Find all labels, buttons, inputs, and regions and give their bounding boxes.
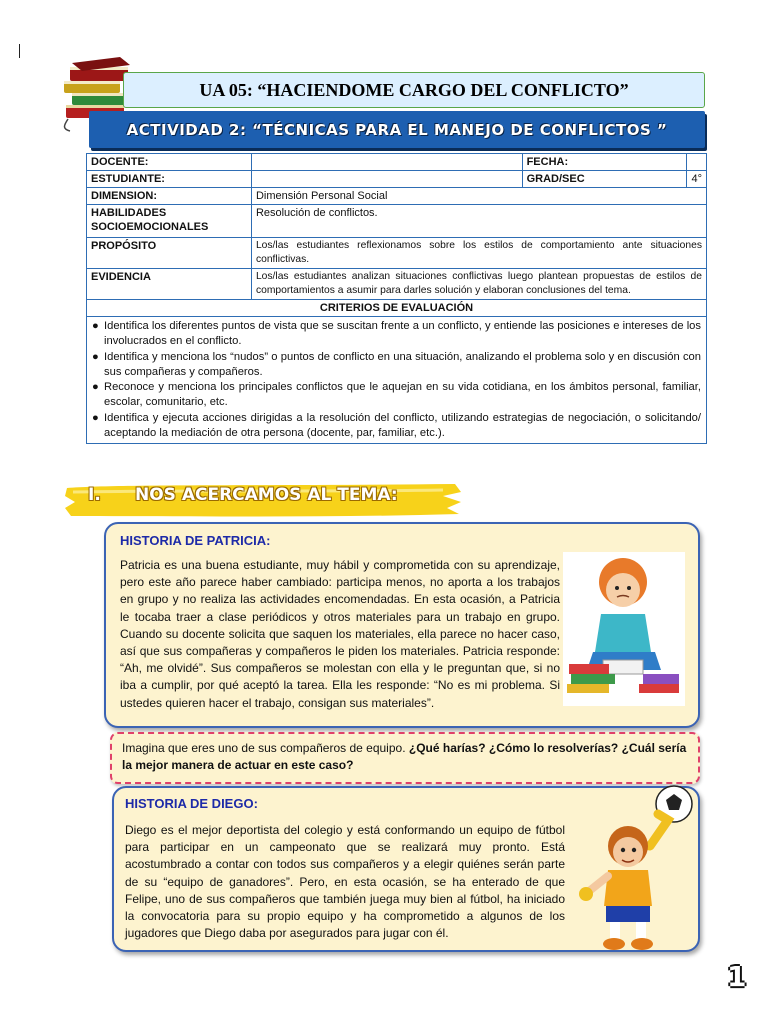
habilidades-value: Resolución de conflictos. [251, 205, 706, 238]
criterios-list [87, 317, 707, 444]
table-row [87, 154, 707, 171]
story-title: HISTORIA DE PATRICIA: [120, 533, 271, 548]
page-number: 1 [727, 960, 747, 993]
activity-title: ACTIVIDAD 2: “TÉCNICAS PARA EL MANEJO DE CONFLICTOS ” [89, 111, 705, 148]
criterio-text: Identifica y menciona los “nudos” o puntos de conflicto en una situación, analizando el problema solo y en discusión con sus compañeras y compañeros. [104, 350, 701, 378]
grad-label: GRAD/SEC [522, 171, 687, 188]
criterio-text: Identifica y ejecuta acciones dirigidas a la resolución del conflicto, utilizando estrategias de negociación, o solicitando/ aceptando la mediación de otra persona (docente, par, familiar, etc.). [104, 411, 701, 440]
section-number: I. [88, 485, 101, 505]
prompt-intro: Imagina que eres uno de sus compañeros de equipo. [122, 741, 409, 755]
reflection-prompt-box [110, 732, 700, 784]
docente-label: DOCENTE: [87, 154, 252, 171]
table-row [87, 205, 707, 238]
habilidades-label: HABILIDADES SOCIOEMOCIONALES [87, 205, 252, 238]
table-row [87, 300, 707, 317]
table-row [87, 317, 707, 444]
soccer-player-illustration [578, 784, 700, 956]
criterio-text: Identifica los diferentes puntos de vista que se suscitan frente a un conflicto, y entiende las posiciones e intereses de los involucrados en el conflicto. [104, 320, 701, 348]
table-row [87, 238, 707, 269]
estudiante-label: ESTUDIANTE: [87, 171, 252, 188]
bullet: ● [92, 350, 99, 363]
fecha-field[interactable] [687, 154, 707, 171]
margin-mark [19, 44, 20, 58]
dimension-label: DIMENSION: [87, 188, 252, 205]
story-text: Patricia es una buena estudiante, muy hábil y comprometida con su aprendizaje, pero este año parece haber cambiado: participa menos, no aporta a los trabajos en grupo y no realiza las actividades encomendadas. En esta ocasión, a Patricia le tocaba traer a clase periódicos y otros materiales para un trabajo en grupo. Cuando su docente solicita que saquen los materiales, ella parece no hacer caso, así que sus compañeras y compañeros le piden los materiales. Patricia responde: “Ah, me olvidé”. Sus compañeros se molestan con ella y le preguntan que, si no iba a cumplir, por qué aceptó la tarea. Ella les responde: “No es mi problema. Si ustedes quieren hacer el trabajo, consigan sus materiales”. [120, 558, 560, 710]
list-item [92, 319, 701, 350]
list-item [92, 411, 701, 442]
story-text: Diego es el mejor deportista del colegio y está conformando un equipo de fútbol para participar en un campeonato que se realizará muy pronto. Está acostumbrado a contar con todos sus compañeros y a elegir quiénes serán parte de su “equipo de ganadores”. Pero, en esta ocasión, se ha enterado de que Felipe, uno de sus compañeros que también juega muy bien al fútbol, ha iniciado la convocatoria para su propio equipo y ha comprometido a algunos de los jugadores que Diego daba por asegurados para jugar con él. [125, 823, 565, 941]
proposito-value: Los/las estudiantes reflexionamos sobre los estilos de comportamiento ante situaciones conflictivas. [251, 238, 706, 269]
prompt-question: ¿Qué harías? ¿Cómo lo resolverías? ¿Cuál sería la mejor manera de actuar en este caso? [122, 741, 687, 772]
bullet: ● [92, 320, 99, 332]
evidencia-label: EVIDENCIA [87, 269, 252, 300]
story-title: HISTORIA DE DIEGO: [125, 796, 258, 811]
table-row [87, 188, 707, 205]
criterios-header: CRITERIOS DE EVALUACIÓN [87, 300, 707, 317]
evidencia-value: Los/las estudiantes analizan situaciones conflictivas luego plantean propuestas de estilos de comportamientos a asumir para darles solución y elaboran conclusiones del tema. [251, 269, 706, 300]
prompt-text [122, 740, 688, 774]
story-patricia-box [104, 522, 700, 728]
table-row [87, 269, 707, 300]
unit-title: UA 05: “HACIENDOME CARGO DEL CONFLICTO” [123, 72, 705, 108]
info-table [86, 153, 707, 444]
section-title: NOS ACERCAMOS AL TEMA: [135, 485, 398, 505]
grad-value[interactable]: 4° [687, 171, 707, 188]
criterio-text: Reconoce y menciona los principales conflictos que le aquejan en su vida cotidiana, en los ámbitos personal, familiar, escolar, comunitario, etc. [104, 381, 701, 409]
dimension-value: Dimensión Personal Social [251, 188, 706, 205]
bullet: ● [92, 411, 99, 424]
bullet: ● [92, 381, 99, 394]
table-row [87, 171, 707, 188]
list-item [92, 380, 701, 411]
fecha-label: FECHA: [522, 154, 687, 171]
estudiante-field[interactable] [251, 171, 522, 188]
list-item [92, 350, 701, 381]
proposito-label: PROPÓSITO [87, 238, 252, 269]
reading-girl-illustration [563, 552, 685, 706]
docente-field[interactable] [251, 154, 522, 171]
